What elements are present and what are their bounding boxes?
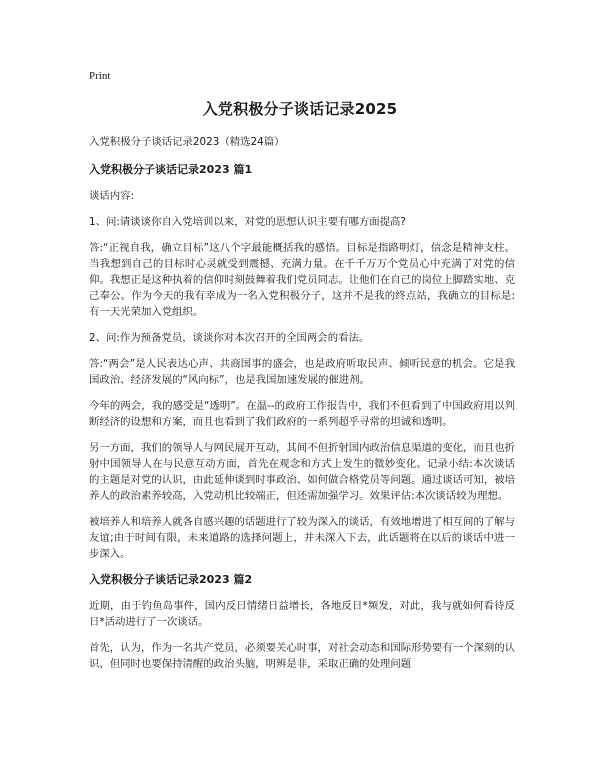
paragraph: 今年的两会，我的感受是“透明”。在温--的政府工作报告中，我们不但看到了中国政府用以判断经济的设想和方案，而且也看到了我们政府的一系列超乎寻常的坦诚和透明。: [89, 400, 515, 428]
answer-paragraph: 答:“正视自我，确立目标”这八个字最能概括我的感悟。目标是指路明灯，信念是精神支柱。当我想到自己的目标时心灵就受到震撼、充满力量。在千千万万个党员心中充满了对党的信仰。我想正是这种执着的信仰时刻鼓舞着我们党员同志。让他们在自己的岗位上脚踏实地、克己奉公。作为今天的我有幸成为一名入党积极分子，这并不是我的终点站，我确立的目标是:有一天光荣加入党组织。: [89, 242, 516, 318]
paragraph: 首先，认为，作为一名共产党员，必须要关心时事，对社会动态和国际形势要有一个深刻的认识，但同时也要保持清醒的政治头脑，明辨是非，采取正确的处理问题: [89, 642, 516, 670]
question-paragraph: 1、问:请谈谈你自入党培训以来，对党的思想认识主要有哪方面提高?: [89, 216, 406, 228]
answer-paragraph: 答:“两会”是人民表达心声、共商国事的盛会，也是政府听取民声、倾听民意的机会。它是我国政治、经济发展的“风向标”，也是我国加速发展的催进剂。: [89, 358, 515, 386]
question-paragraph: 2、问:作为预备党员，谈谈你对本次召开的全国两会的看法。: [89, 332, 370, 344]
paragraph: 另一方面，我们的领导人与网民展开互动，其间不但折射国内政治信息渠道的变化，而且也折射中国领导人在与民意互动方面，首先在观念和方式上发生的微妙变化。记录小结:本次谈话的主题是对党的认识，由此延伸谈到时事政治、如何做合格党员等问题。通过谈话可知，被培养人的政治素养较高，入党动机比较端正，但还需加强学习。效果评估:本次谈话较为理想。: [89, 442, 516, 502]
paragraph: 近期，由于钓鱼岛事件，国内反日情绪日益增长，各地反日*频发，对此，我与就如何看待反日*活动进行了一次谈话。: [89, 600, 515, 628]
paragraph: 被培养人和培养人就各自感兴趣的话题进行了较为深入的谈话，有效地增进了相互间的了解与友谊;由于时间有限，未来道路的选择问题上，并未深入下去，此话题将在以后的谈话中进一步深入。: [89, 516, 516, 560]
paragraph: 谈话内容:: [89, 190, 135, 202]
section-heading-2: 入党积极分子谈话记录2023 篇2: [89, 573, 253, 586]
document-title: 入党积极分子谈话记录2025: [202, 100, 398, 118]
section-heading-1: 入党积极分子谈话记录2023 篇1: [89, 163, 253, 176]
document-subtitle: 入党积极分子谈话记录2023（精选24篇）: [89, 136, 285, 148]
document-body: [89, 134, 515, 682]
print-label: Print: [89, 70, 111, 82]
